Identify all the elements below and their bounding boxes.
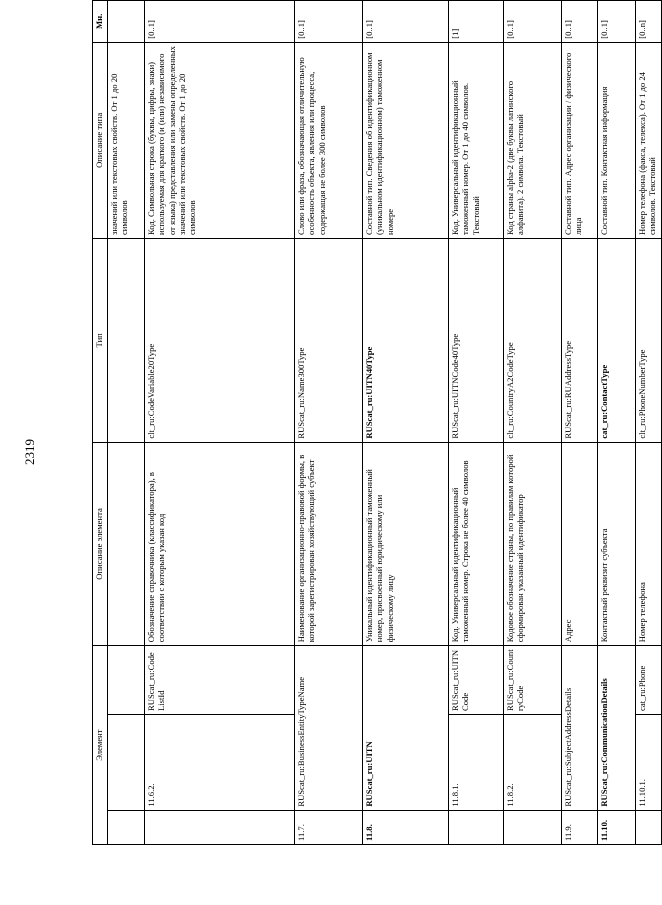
- element-name: RUScat_ru:UITNCode: [449, 646, 504, 715]
- row-number: 11.8.1.: [449, 714, 504, 810]
- type-name: cat_ru:ContactType: [598, 239, 636, 443]
- table-body: [108, 1, 662, 845]
- element-name: [108, 646, 145, 715]
- element-name: RUScat_ru:UITN: [363, 646, 449, 810]
- multiplicity: [0..1]: [598, 1, 636, 43]
- table-row: [562, 1, 598, 845]
- row-number: [108, 714, 145, 810]
- row-number: 11.9.: [562, 810, 598, 844]
- element-name: RUScat_ru:SubjectAddressDetails: [562, 646, 598, 810]
- indent-cell: [145, 810, 295, 844]
- type-name: clt_ru:CodeVariable20Type: [145, 239, 295, 443]
- table-row: [598, 1, 636, 845]
- type-name: clt_ru:CountryA2CodeType: [504, 239, 562, 443]
- element-description: Обозначение справочника (классификатора), в соответствии с которым указан код: [145, 442, 295, 646]
- element-name: RUScat_ru:CountryCode: [504, 646, 562, 715]
- row-number: 11.10.: [598, 810, 636, 844]
- rotated-table-container: [92, 0, 658, 845]
- type-description: Код. Символьная строка (буквы, цифры, знаки) используемая для краткого (и (или) независимого от языка) представления или замены определенных значений или текстовых свойств. От 1 до 20 символов: [145, 42, 295, 238]
- multiplicity: [0..n]: [636, 1, 662, 43]
- row-number: 11.6.2.: [145, 714, 295, 810]
- type-name: RUScat_ru:RUAddressType: [562, 239, 598, 443]
- table-header-row: [93, 1, 108, 845]
- element-description: Наименование организационно-правовой формы, в которой зарегистрирован хозяйствующий субъект: [295, 442, 363, 646]
- multiplicity: [0..1]: [145, 1, 295, 43]
- element-description: Кодовое обозначение страны, по правилам которой сформирован указанный идентификатор: [504, 442, 562, 646]
- multiplicity: [108, 1, 145, 43]
- row-number: 11.7.: [295, 810, 363, 844]
- element-description: Контактный реквизит субъекта: [598, 442, 636, 646]
- type-description: значений или текстовых свойств. От 1 до 20 символов: [108, 42, 145, 238]
- header-type-description: Описание типа: [93, 42, 108, 238]
- page-number: 2319: [22, 439, 37, 465]
- multiplicity: [0..1]: [562, 1, 598, 43]
- indent-cell: [108, 810, 145, 844]
- table-row: [636, 1, 662, 845]
- multiplicity: [1]: [449, 1, 504, 43]
- type-description: Составной тип. Сведения об идентификационном (уникальном идентификационном) таможенном номере: [363, 42, 449, 238]
- header-multiplicity: Мн.: [93, 1, 108, 43]
- type-name: clt_ru:PhoneNumberType: [636, 239, 662, 443]
- type-description: Составной тип. Адрес организации / физического лица: [562, 42, 598, 238]
- type-name: RUScat_ru:UITNCode40Type: [449, 239, 504, 443]
- header-element: Элемент: [93, 646, 108, 845]
- element-description: Номер телефона: [636, 442, 662, 646]
- row-number: 11.8.2.: [504, 714, 562, 810]
- table-row: [449, 1, 504, 845]
- header-element-description: Описание элемента: [93, 442, 108, 646]
- table-row: [145, 1, 295, 845]
- header-type: Тип: [93, 239, 108, 443]
- multiplicity: [0..1]: [363, 1, 449, 43]
- type-description: Код. Универсальный идентификационный таможенный номер. От 1 до 40 символов. Текстовый: [449, 42, 504, 238]
- multiplicity: [0..1]: [504, 1, 562, 43]
- table-row: [108, 1, 145, 845]
- indent-cell: [504, 810, 562, 844]
- row-number: 11.8.: [363, 810, 449, 844]
- indent-cell: [449, 810, 504, 844]
- indent-cell: [636, 810, 662, 844]
- element-description: [108, 442, 145, 646]
- element-name: RUScat_ru:BusinessEntityTypeName: [295, 646, 363, 810]
- element-description: Уникальный идентификационный таможенный номер, присвоенный юридическому или физическому лицу: [363, 442, 449, 646]
- type-name: RUScat_ru:Name300Type: [295, 239, 363, 443]
- element-name: cat_ru:Phone: [636, 646, 662, 715]
- type-description: Составной тип. Контактная информация: [598, 42, 636, 238]
- element-name: RUScat_ru:CommunicationDetails: [598, 646, 636, 810]
- type-description: Номер телефона (факса, телекса). От 1 до 24 символов. Текстовый: [636, 42, 662, 238]
- type-description: Код страны alpha-2 (две буквы латинского алфавита). 2 символа. Текстовый: [504, 42, 562, 238]
- element-description: Адрес: [562, 442, 598, 646]
- multiplicity: [0..1]: [295, 1, 363, 43]
- element-description: Код. Универсальный идентификационный таможенный номер. Строка не более 40 символов: [449, 442, 504, 646]
- elements-table: [92, 0, 662, 845]
- element-name: RUScat_ru:CodeListId: [145, 646, 295, 715]
- table-row: [363, 1, 449, 845]
- type-name: RUScat_ru:UITN40Type: [363, 239, 449, 443]
- table-row: [504, 1, 562, 845]
- type-name: [108, 239, 145, 443]
- table-row: [295, 1, 363, 845]
- type-description: Слово или фраза, обозначающая отличительную особенность объекта, явления или процесса, содержащая не более 300 символов: [295, 42, 363, 238]
- row-number: 11.10.1.: [636, 714, 662, 810]
